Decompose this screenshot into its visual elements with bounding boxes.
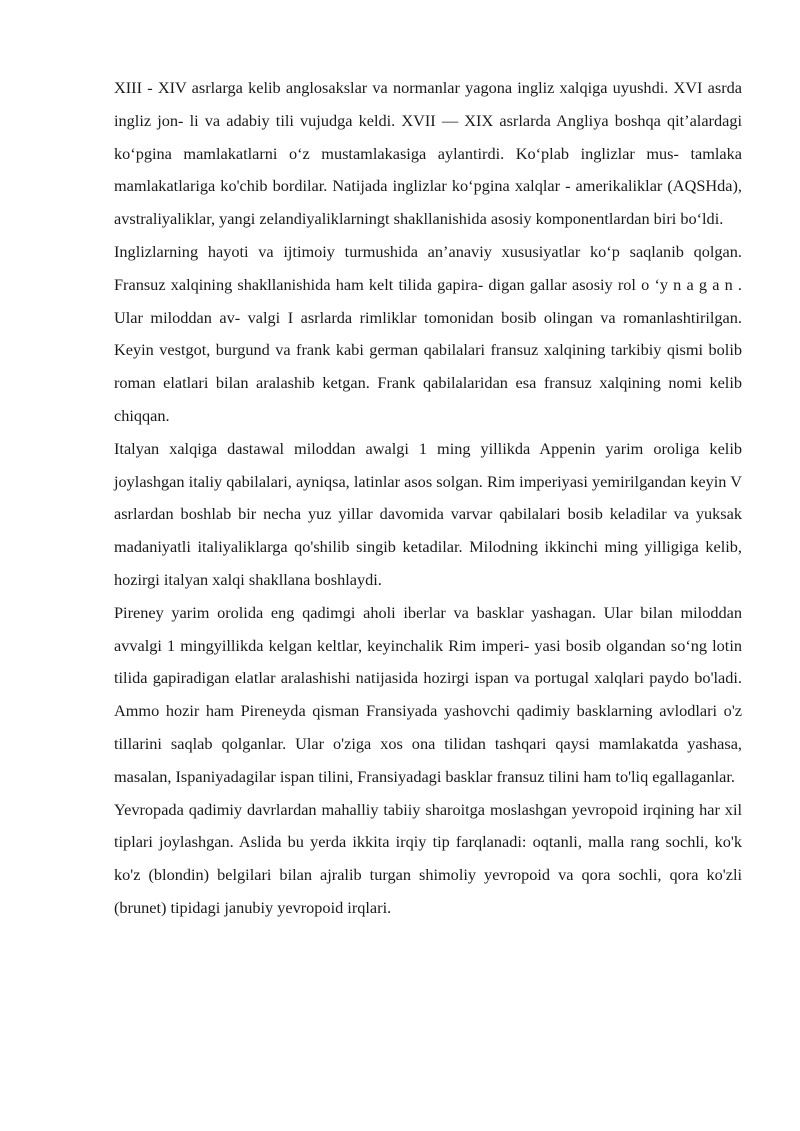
paragraph-inglizlar-fransuz: Inglizlarning hayoti va ijtimoiy turmushida an’anaviy xususiyatlar ko‘p saqlanib qolgan. Fransuz xalqining shakllanishida ham kelt tilida gapira- digan gallar asosiy rol o ‘y n a g a n . Ular miloddan av- valgi I asrlarda rimliklar tomonidan bosib olingan va romanlashtirilgan. Keyin vestgot, burgund va frank kabi german qabilalari fransuz xalqining tarkibiy qismi bolib roman elatlari bilan aralashib ketgan. Frank qabilalaridan esa fransuz xalqining nomi kelib chiqqan.	[114, 241, 742, 425]
document-page	[114, 72, 742, 925]
paragraph-anglosakslar: XIII - XIV asrlarga kelib anglosakslar va normanlar yagona ingliz xalqiga uyushdi. XVI asrda ingliz jon- li va adabiy tili vujudga keldi. XVII — XIX asrlarda Angliya boshqa qit’alardagi ko‘pgina mamlakatlarni o‘z mustamlakasiga aylantirdi. Ko‘plab inglizlar mus- tamlaka mamlakatlariga ko'chib bordilar. Natijada inglizlar ko‘pgina xalqlar - amerikaliklar (AQSHda), avstraliyaliklar, yangi zelandiyaliklarningt shakllanishida asosiy komponentlardan biri bo‘ldi.	[114, 78, 742, 229]
paragraph-pireney: Pireney yarim orolida eng qadimgi aholi iberlar va basklar yashagan. Ular bilan miloddan avvalgi 1 mingyillikda kelgan keltlar, keyinchalik Rim imperi- yasi bosib olgandan so‘ng lotin tilida gapiradigan elatlar aralashishi natijasida hozirgi ispan va portugal xalqlari paydo bo'ladi. Ammo hozir ham Pireneyda qisman Fransiyada yashovchi qadimiy basklarning avlodlari o'z tillarini saqlab qolganlar. Ular o'ziga xos ona tilidan tashqari qaysi mamlakatda yashasa, masalan, Ispaniyadagilar ispan tilini, Fransiyadagi basklar fransuz tilini ham to'liq egallaganlar.	[114, 602, 742, 786]
paragraph-yevropa-irqlar: Yevropada qadimiy davrlardan mahalliy tabiiy sharoitga moslashgan yevropoid irqining har xil tiplari joylashgan. Aslida bu yerda ikkita irqiy tip farqlanadi: oqtanli, malla rang sochli, ko'k ko'z (blondin) belgilari bilan ajralib turgan shimoliy yevropoid va qora sochli, qora ko'zli (brunet) tipidagi janubiy yevropoid irqlari.	[114, 799, 742, 917]
paragraph-italyan: Italyan xalqiga dastawal miloddan awalgi 1 ming yillikda Appenin yarim oroliga kelib joylashgan italiy qabilalari, ayniqsa, latinlar asos solgan. Rim imperiyasi yemirilgandan keyin V asrlardan boshlab bir necha yuz yillar davomida varvar qabilalari bosib keladilar va yuksak madaniyatli italiyaliklarga qo'shilib singib ketadilar. Milodning ikkinchi ming yilligiga kelib, hozirgi italyan xalqi shakllana boshlaydi.	[114, 438, 742, 589]
